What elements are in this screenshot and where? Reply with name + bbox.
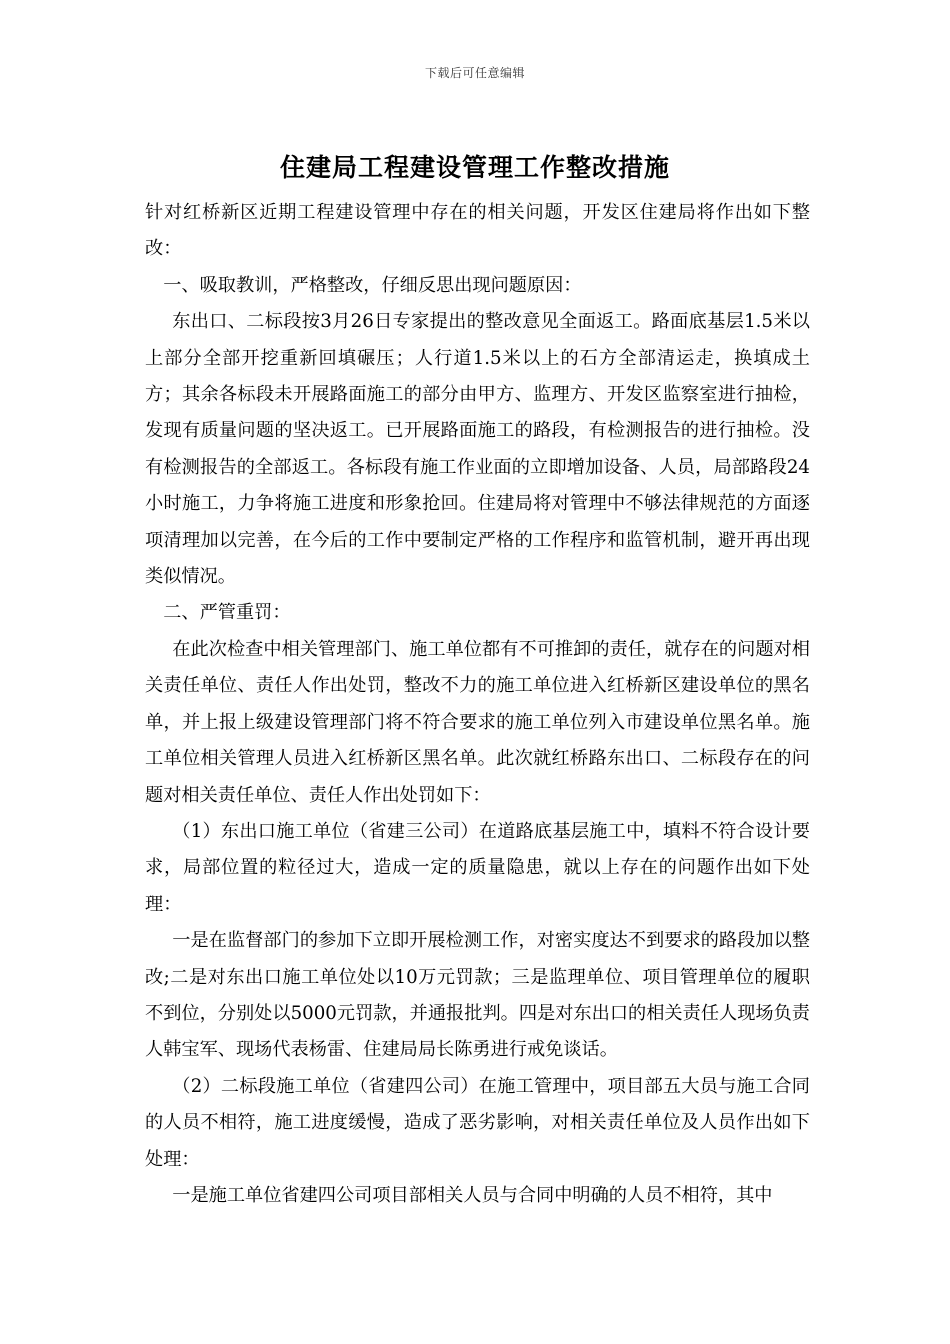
paragraph-penalties: 在此次检查中相关管理部门、施工单位都有不可推卸的责任，就存在的问题对相关责任单位、责任人作出处罚，整改不力的施工单位进入红桥新区建设单位的黑名单，并上报上级建设管理部门将不符合要求的施工单位列入市建设单位黑名单。施工单位相关管理人员进入红桥新区黑名单。此次就红桥路东出口、二标段存在的问题对相关责任单位、责任人作出处罚如下： [145, 638, 810, 806]
section-heading-2: 二、严管重罚： [163, 602, 291, 624]
paragraph-item-1-handling: 一是在监督部门的参加下立即开展检测工作，对密实度达不到要求的路段加以整改;二是对东出口施工单位处以10万元罚款；三是监理单位、项目管理单位的履职不到位，分别处以5000元罚款，并通报批判。四是对东出口的相关责任人现场负责人韩宝军、现场代表杨雷、住建局局长陈勇进行戒免谈话。 [145, 930, 810, 1061]
paragraph-item-1: （1）东出口施工单位（省建三公司）在道路底基层施工中，填料不符合设计要求，局部位置的粒径过大，造成一定的质量隐患，就以上存在的问题作出如下处理： [145, 820, 810, 915]
document-body [145, 195, 810, 1214]
section-heading-1: 一、吸取教训，严格整改，仔细反思出现问题原因： [163, 274, 582, 296]
paragraph-intro: 针对红桥新区近期工程建设管理中存在的相关问题，开发区住建局将作出如下整改： [145, 202, 810, 260]
document-title: 住建局工程建设管理工作整改措施 [279, 153, 670, 182]
page-header-note: 下载后可任意编辑 [424, 66, 525, 80]
paragraph-item-2: （2）二标段施工单位（省建四公司）在施工管理中，项目部五大员与施工合同的人员不相符，施工进度缓慢，造成了恶劣影响，对相关责任单位及人员作出如下处理： [145, 1075, 810, 1170]
paragraph-item-2-handling: 一是施工单位省建四公司项目部相关人员与合同中明确的人员不相符，其中 [172, 1184, 773, 1206]
paragraph-rectification: 东出口、二标段按3月26日专家提出的整改意见全面返工。路面底基层1.5米以上部分全部开挖重新回填碾压；人行道1.5米以上的石方全部清运走，换填成土方；其余各标段未开展路面施工的部分由甲方、监理方、开发区监察室进行抽检，发现有质量问题的坚决返工。已开展路面施工的路段，有检测报告的进行抽检。没有检测报告的全部返工。各标段有施工作业面的立即增加设备、人员，局部路段24小时施工，力争将施工进度和形象抢回。住建局将对管理中不够法律规范的方面逐项清理加以完善，在今后的工作中要制定严格的工作程序和监管机制，避开再出现类似情况。 [145, 311, 810, 588]
